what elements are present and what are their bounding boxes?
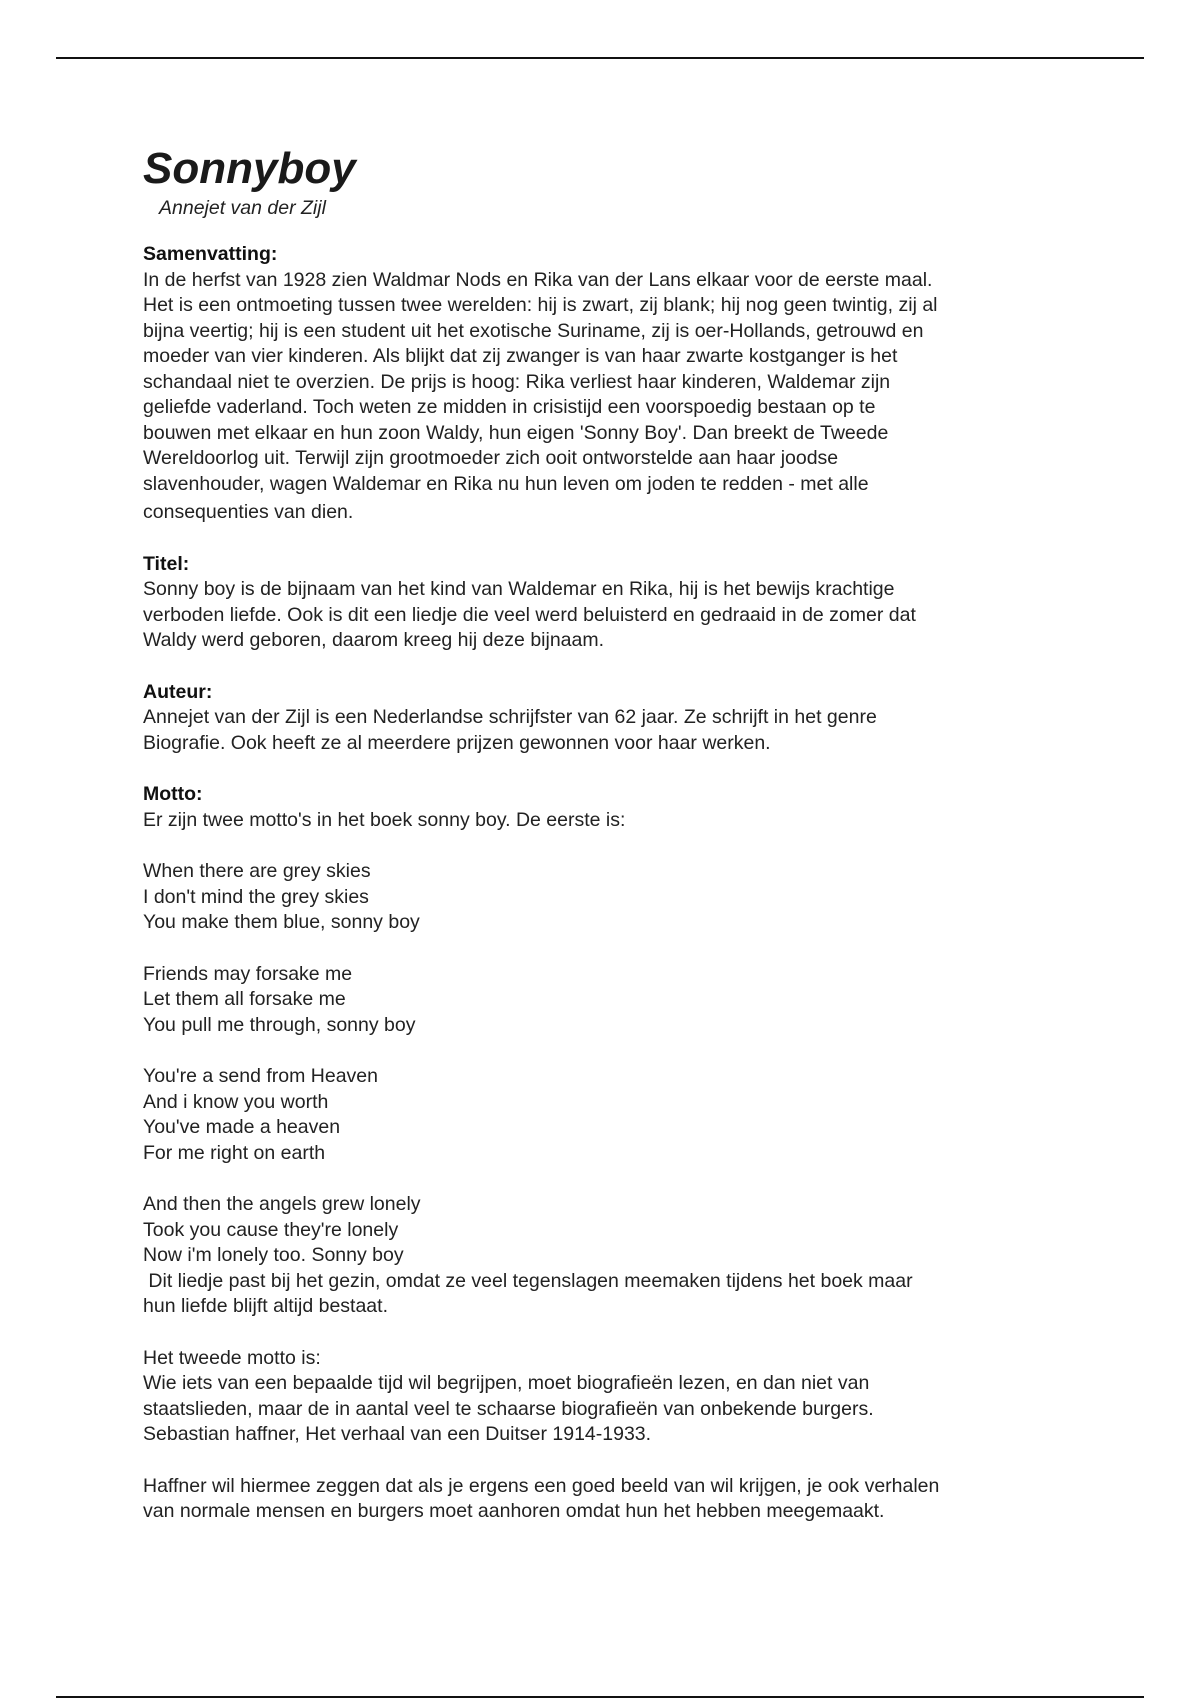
text-line: verboden liefde. Ook is dit een liedje die veel werd beluisterd en gedraaid in de zomer dat	[143, 603, 916, 626]
verse-line: I don't mind the grey skies	[143, 885, 369, 908]
section-auteur	[143, 680, 1063, 757]
document-author: Annejet van der Zijl	[159, 197, 326, 219]
section-samenvatting	[143, 242, 1063, 526]
section-titel	[143, 552, 1063, 654]
text-line: geliefde vaderland. Toch weten ze midden in crisistijd een voorspoedig bestaan op te	[143, 396, 876, 418]
verse-line: And i know you worth	[143, 1090, 329, 1113]
summary-paragraph	[143, 268, 1063, 526]
text-line: Sonny boy is de bijnaam van het kind van Waldemar en Rika, hij is het bewijs krachtige	[143, 578, 895, 600]
verse-line: For me right on earth	[143, 1141, 326, 1164]
text-line: Waldy werd geboren, daarom kreeg hij deze bijnaam.	[143, 629, 605, 651]
verse-line: You're a send from Heaven	[143, 1065, 378, 1087]
motto-explanation	[143, 1269, 1063, 1320]
section-heading: Samenvatting:	[143, 243, 278, 265]
verse-line: You make them blue, sonny boy	[143, 911, 420, 933]
verse-line: And then the angels grew lonely	[143, 1193, 421, 1215]
verse-line: When there are grey skies	[143, 860, 371, 882]
section-motto	[143, 782, 1063, 1525]
auteur-paragraph	[143, 705, 1063, 756]
text-line: Het tweede motto is:	[143, 1346, 321, 1369]
section-heading: Auteur:	[143, 680, 213, 703]
document-body	[143, 142, 1063, 1525]
text-line: Wereldoorlog uit. Terwijl zijn grootmoeder zich ooit ontworstelde aan haar joodse	[143, 447, 839, 469]
motto-verse-3	[143, 1064, 1063, 1166]
text-line: Dit liedje past bij het gezin, omdat ze veel tegenslagen meemaken tijdens het boek maar	[143, 1269, 913, 1292]
text-line: Annejet van der Zijl is een Nederlandse schrijfster van 62 jaar. Ze schrijft in het genre	[143, 706, 877, 728]
verse-line: Took you cause they're lonely	[143, 1218, 399, 1241]
text-line: bijna veertig; hij is een student uit het exotische Suriname, zij is oer-Hollands, getrouwd en	[143, 319, 924, 342]
text-line: Wie iets van een bepaalde tijd wil begrijpen, moet biografieën lezen, en dan niet van	[143, 1372, 870, 1394]
text-line: In de herfst van 1928 zien Waldmar Nods en Rika van der Lans elkaar voor de eerste maal.	[143, 268, 933, 291]
text-line: Het is een ontmoeting tussen twee werelden: hij is zwart, zij blank; hij nog geen twintig, zij al	[143, 294, 938, 316]
motto-verse-2	[143, 962, 1063, 1039]
verse-line: Now i'm lonely too. Sonny boy	[143, 1244, 404, 1266]
text-line: schandaal niet te overzien. De prijs is hoog: Rika verliest haar kinderen, Waldemar zijn	[143, 370, 891, 393]
section-heading: Titel:	[143, 552, 190, 575]
verse-line: Friends may forsake me	[143, 962, 353, 985]
text-line: slavenhouder, wagen Waldemar en Rika nu hun leven om joden te redden - met alle	[143, 472, 869, 495]
text-line: Haffner wil hiermee zeggen dat als je ergens een goed beeld van wil krijgen, je ook verhalen	[143, 1474, 940, 1497]
text-line: consequenties van dien.	[143, 501, 354, 523]
verse-line: You've made a heaven	[143, 1116, 341, 1138]
document-title: Sonnyboy	[143, 144, 356, 193]
motto-closing	[143, 1474, 1063, 1525]
motto-second	[143, 1346, 1063, 1448]
text-line: staatslieden, maar de in aantal veel te schaarse biografieën van onbekende burgers.	[143, 1397, 874, 1420]
bottom-rule	[56, 1696, 1144, 1698]
titel-paragraph	[143, 577, 1063, 654]
motto-verse-1	[143, 859, 1063, 936]
text-line: hun liefde blijft altijd bestaat.	[143, 1295, 388, 1317]
text-line: Sebastian haffner, Het verhaal van een Duitser 1914-1933.	[143, 1423, 652, 1445]
section-heading: Motto:	[143, 783, 203, 805]
top-rule	[56, 57, 1144, 59]
text-line: van normale mensen en burgers moet aanhoren omdat hun het hebben meegemaakt.	[143, 1500, 885, 1522]
text-line: bouwen met elkaar en hun zoon Waldy, hun eigen 'Sonny Boy'. Dan breekt de Tweede	[143, 421, 889, 444]
text-line: Biografie. Ook heeft ze al meerdere prijzen gewonnen voor haar werken.	[143, 731, 771, 754]
verse-line: You pull me through, sonny boy	[143, 1013, 416, 1036]
motto-intro: Er zijn twee motto's in het boek sonny boy. De eerste is:	[143, 808, 626, 831]
text-line: moeder van vier kinderen. Als blijkt dat zij zwanger is van haar zwarte kostganger is het	[143, 345, 898, 367]
verse-line: Let them all forsake me	[143, 988, 346, 1010]
motto-verse-4	[143, 1192, 1063, 1269]
